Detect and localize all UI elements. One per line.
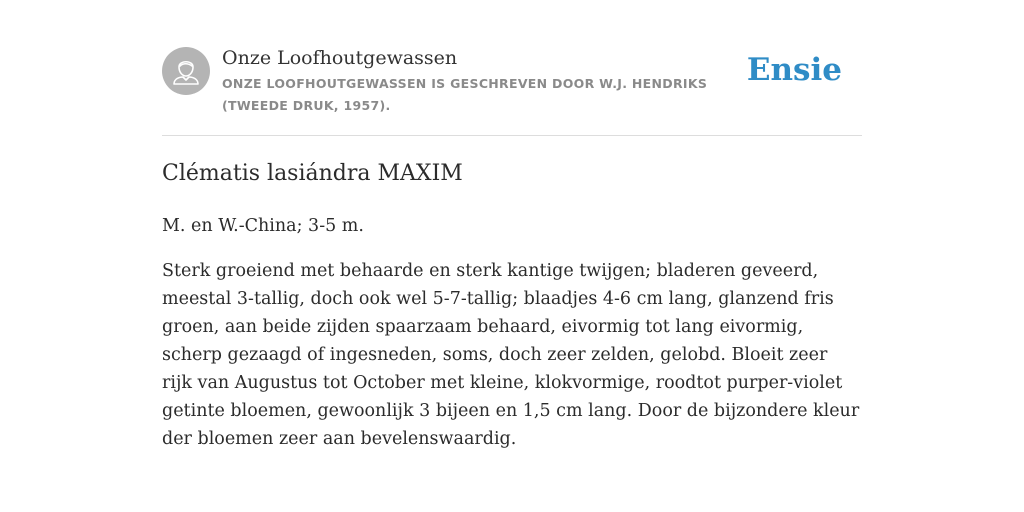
avatar[interactable]: [162, 47, 210, 95]
source-header: [162, 46, 862, 114]
user-icon: [162, 47, 210, 95]
brand-logo[interactable]: Ensie: [746, 52, 842, 88]
page-title: Clématis lasiándra MAXIM: [162, 161, 463, 186]
divider: [162, 135, 862, 136]
source-description: ONZE LOOFHOUTGEWASSEN IS GESCHREVEN DOOR W.J. HENDRIKS (TWEEDE DRUK, 1957).: [222, 76, 708, 113]
entry-paragraph: M. en W.-China; 3-5 m.: [162, 216, 364, 236]
entry-paragraph: Sterk groeiend met behaarde en sterk kantige twijgen; bladeren geveerd, meestal 3-tallig, doch ook wel 5-7-tallig; blaadjes 4-6 cm lang, glanzend fris groen, aan beide zijden spaarzaam behaard, eivormig tot lang eivormig, scherp gezaagd of ingesneden, soms, doch zeer zelden, gelobd. Bloeit zeer rijk van Augustus tot October met kleine, klokvormige, roodtot purper-violet getinte bloemen, gewoonlijk 3 bijeen en 1,5 cm lang. Door de bijzondere kleur der bloemen zeer aan bevelenswaardig.: [162, 261, 860, 449]
entry-content: [162, 212, 862, 470]
source-title[interactable]: Onze Loofhoutgewassen: [222, 47, 458, 69]
